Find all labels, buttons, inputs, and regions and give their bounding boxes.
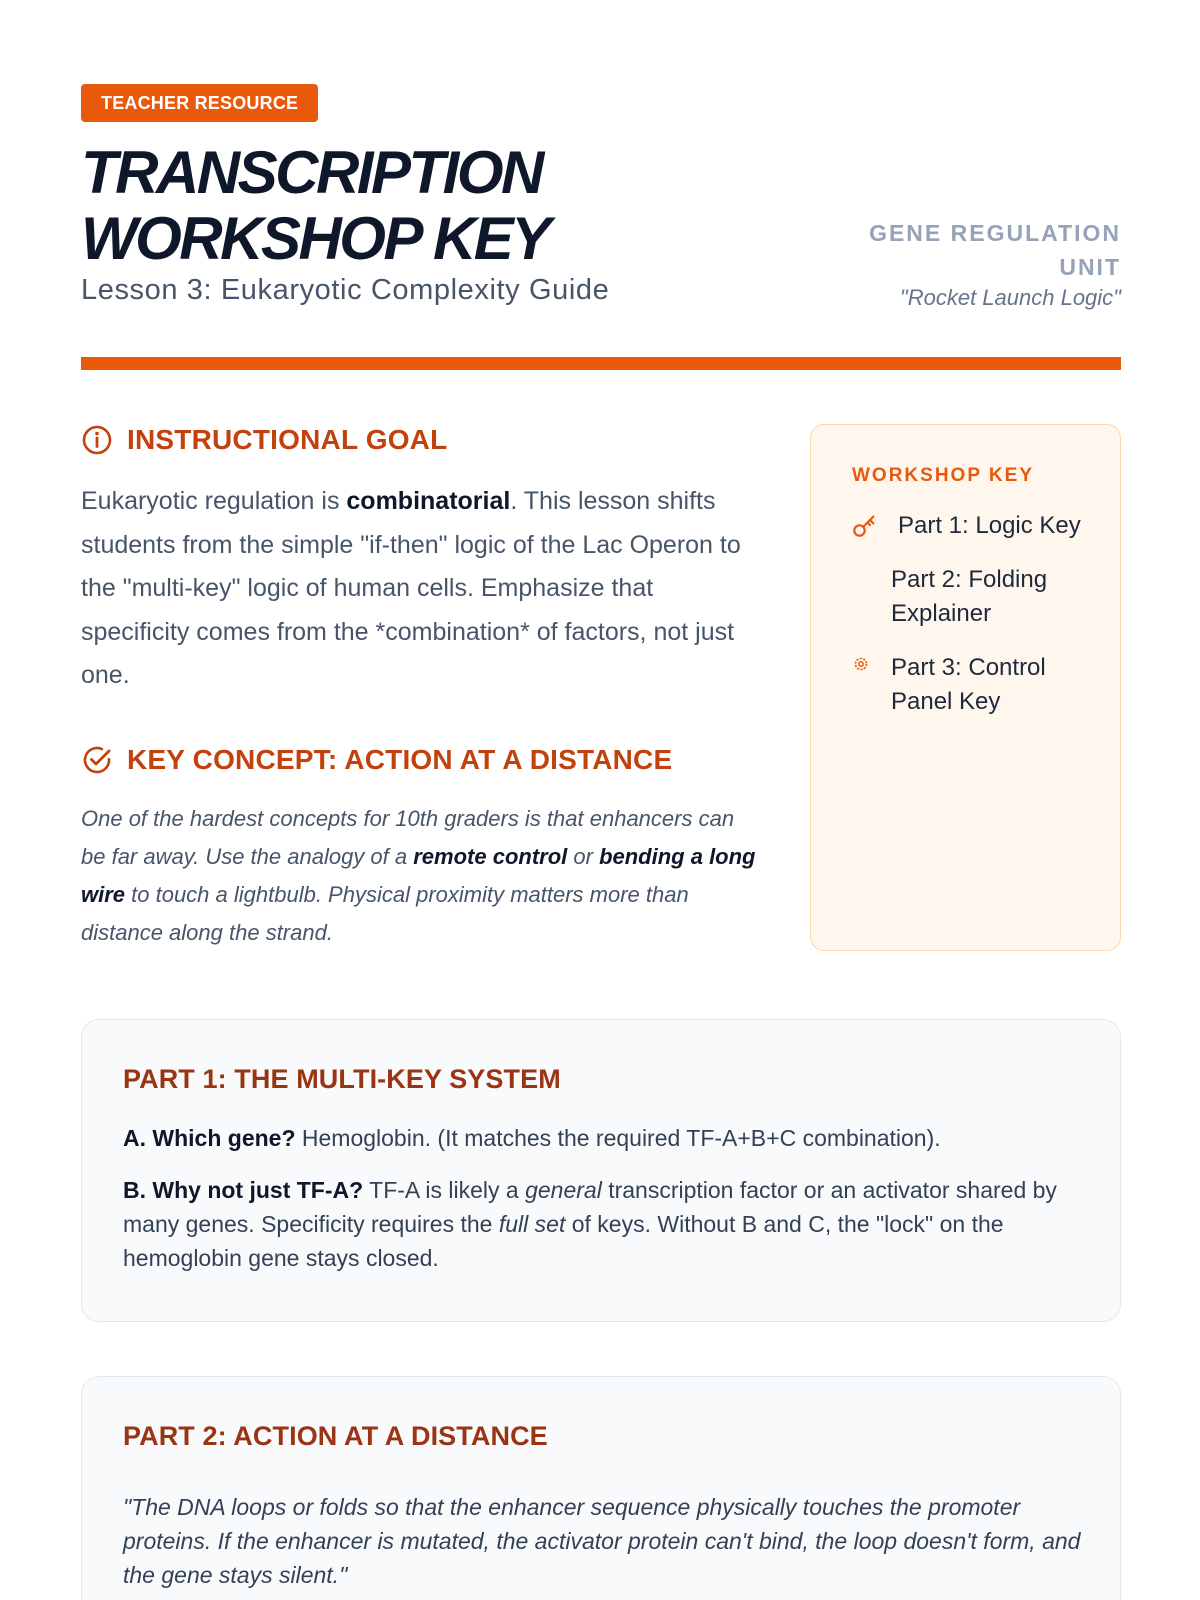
header — [81, 84, 1121, 365]
goal-text-part-2: . This lesson shifts students from the simple "if-then" logic of the Lac Operon to the "multi-key" logic of human cells. Emphasize that specificity comes from the *combination* of factors, not just one. — [81, 487, 741, 689]
unit-name — [841, 216, 1121, 284]
goal-text-bold: combinatorial — [346, 487, 511, 515]
concept-text-part-3: to touch a lightbulb. Physical proximity matters more than distance along the strand. — [81, 881, 689, 945]
answer-b-text-3: of keys. Without B and C, the "lock" on the hemoglobin gene stays closed. — [123, 1211, 1004, 1271]
concept-title: KEY CONCEPT: ACTION AT A DISTANCE — [127, 743, 673, 775]
goal-text — [81, 480, 751, 698]
part-1-title: PART 1: THE MULTI-KEY SYSTEM — [123, 1064, 561, 1094]
unit-name-line-1: GENE REGULATION — [869, 220, 1121, 246]
title-line-2: WORKSHOP KEY — [81, 205, 549, 272]
answer-b-text-2: transcription factor or an activator shared by many genes. Specificity requires the — [123, 1177, 1057, 1237]
part-2-title: PART 2: ACTION AT A DISTANCE — [123, 1421, 548, 1451]
answer-b-label: B. Why not just TF-A? — [123, 1177, 364, 1203]
concept-text-part-1: One of the hardest concepts for 10th graders is that enhancers can be far away. Use the analogy of a — [81, 805, 735, 869]
answer-b-italic-2: full set — [498, 1211, 566, 1237]
blank-icon — [852, 563, 877, 597]
page-header — [81, 84, 1121, 365]
answer-a-text: Hemoglobin. (It matches the required TF-A+B+C combination). — [295, 1125, 941, 1151]
check-circle-icon — [81, 744, 113, 776]
part-2-card — [81, 1376, 1121, 1600]
part-1-card — [81, 1019, 1121, 1322]
concept-section — [81, 744, 761, 952]
part-1-answer-b — [123, 1173, 1083, 1275]
teacher-resource-badge: TEACHER RESOURCE — [81, 84, 318, 122]
key-icon — [852, 509, 884, 543]
page-title — [81, 140, 701, 272]
workshop-key-item-part-1[interactable] — [852, 509, 1090, 543]
workshop-key-item-label: Part 2: Folding Explainer — [891, 566, 1048, 627]
title-line-1: TRANSCRIPTION — [81, 139, 542, 206]
unit-tagline: "Rocket Launch Logic" — [899, 285, 1121, 310]
unit-name-line-2: UNIT — [1059, 254, 1121, 280]
answer-b-italic-1: general — [525, 1177, 602, 1203]
workshop-key-item-part-3[interactable] — [852, 651, 1090, 719]
header-divider — [81, 357, 1121, 370]
unit-info — [841, 216, 1121, 311]
gear-icon — [852, 651, 877, 685]
workshop-key-panel — [810, 424, 1121, 951]
concept-bold-1: remote control — [413, 843, 568, 869]
goal-heading — [81, 424, 761, 456]
workshop-key-list — [852, 509, 1090, 719]
workshop-key-item-label: Part 3: Control Panel Key — [891, 654, 1046, 715]
workshop-key-item-label: Part 1: Logic Key — [898, 512, 1081, 539]
workshop-key-title: WORKSHOP KEY — [852, 465, 1035, 486]
concept-bold-2: bending a long wire — [81, 843, 756, 907]
main-column — [81, 424, 761, 952]
answer-b-text-1: TF-A is likely a — [363, 1177, 526, 1203]
part-2-quote: "The DNA loops or folds so that the enhancer sequence physically touches the promoter proteins. If the enhancer is mutated, the activator protein can't bind, the loop doesn't form, and the gene stays silent." — [123, 1494, 1081, 1588]
goal-title: INSTRUCTIONAL GOAL — [127, 424, 448, 455]
workshop-key-item-part-2[interactable] — [852, 563, 1090, 631]
lesson-subtitle: Lesson 3: Eukaryotic Complexity Guide — [81, 274, 610, 306]
part-1-answer-a — [123, 1121, 1083, 1155]
info-circle-icon — [81, 424, 113, 456]
concept-heading — [81, 744, 761, 776]
goal-text-part-1: Eukaryotic regulation is — [81, 487, 347, 515]
concept-text — [81, 800, 761, 952]
concept-text-part-2: or — [567, 843, 600, 869]
answer-a-label: A. Which gene? — [123, 1125, 296, 1151]
